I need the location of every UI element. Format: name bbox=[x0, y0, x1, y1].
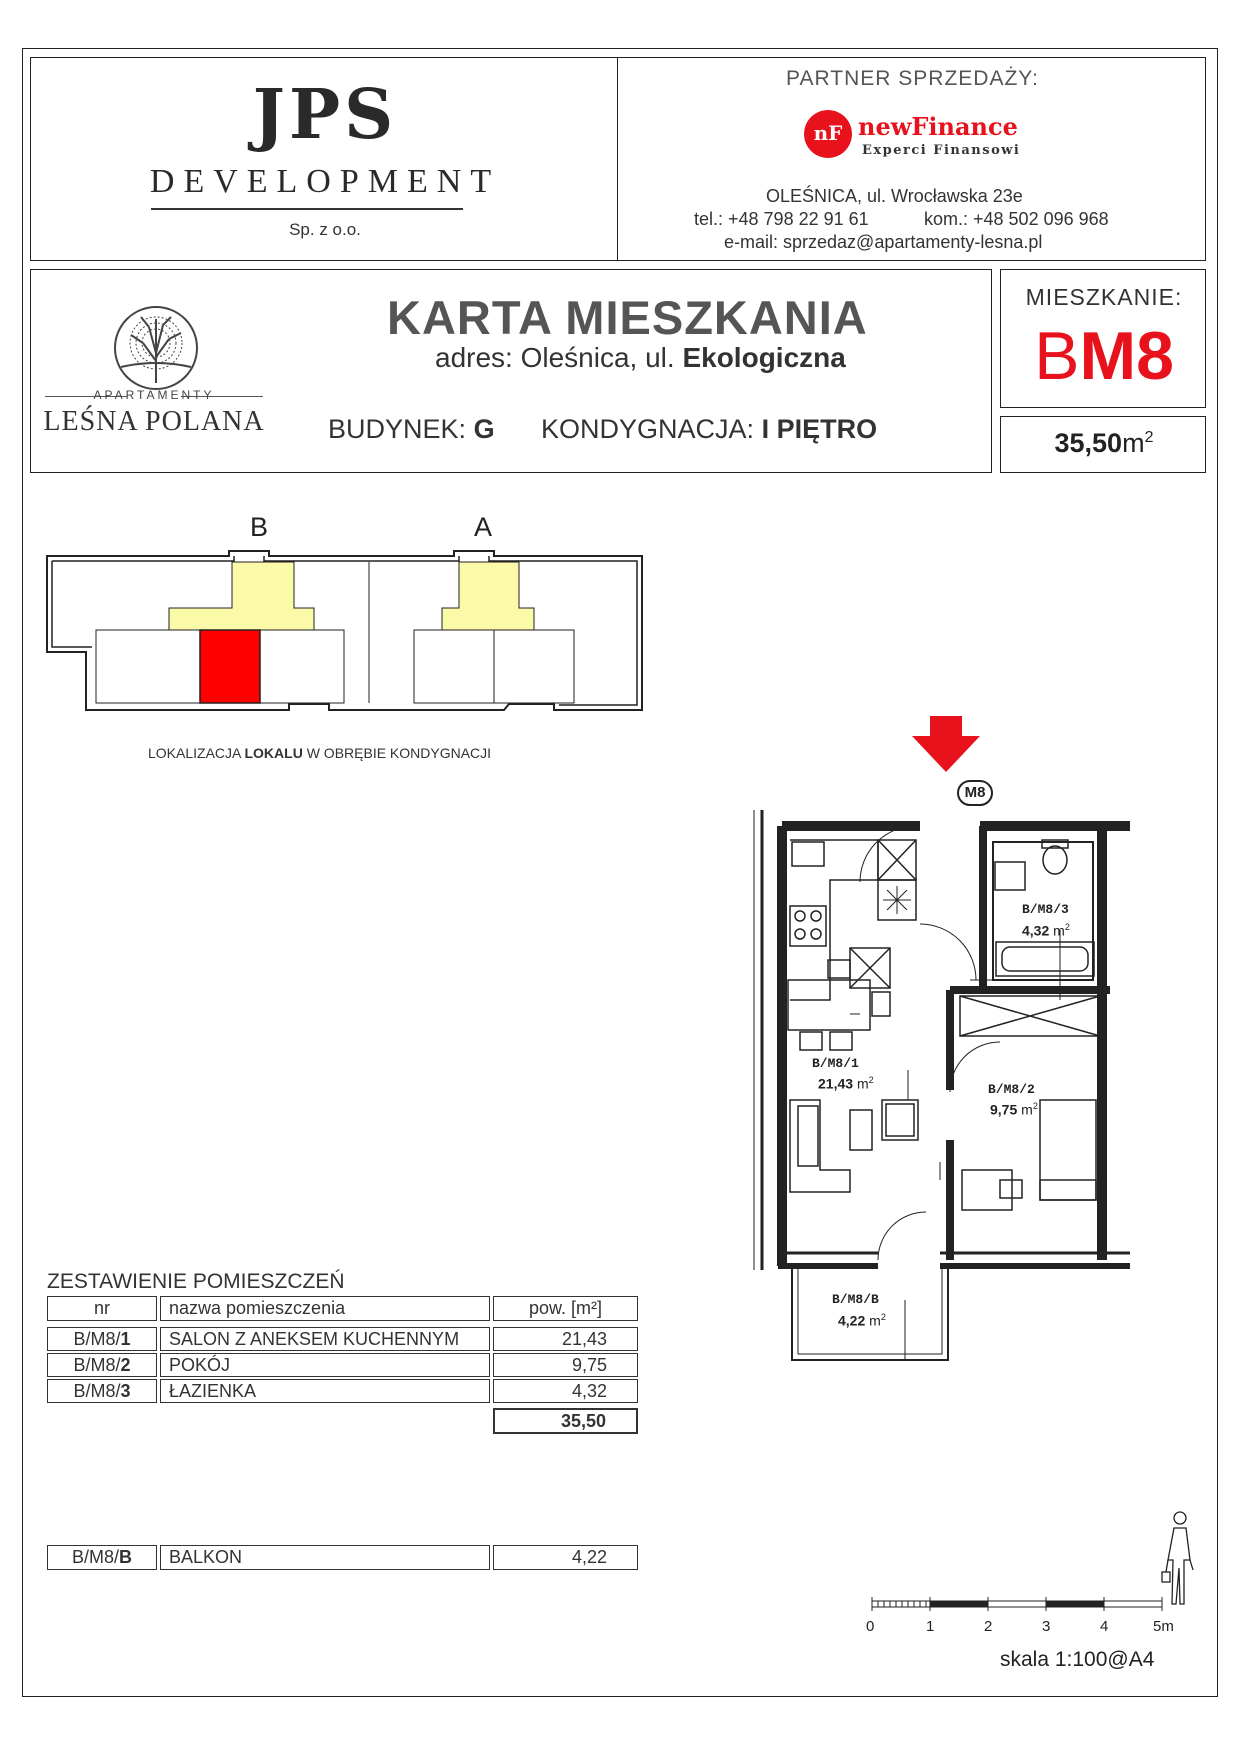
key-plan-stair-a bbox=[442, 562, 534, 630]
summary-total: 35,50 bbox=[493, 1408, 638, 1434]
apartment-area-value: 35,50 bbox=[1054, 428, 1123, 458]
apartment-area-box bbox=[1000, 416, 1206, 473]
developer-box bbox=[30, 57, 618, 261]
floor-plan bbox=[750, 800, 1130, 1370]
scale-label: skala 1:100@A4 bbox=[1000, 1648, 1155, 1671]
plan-room-3-code: B/M8/3 bbox=[1022, 902, 1069, 917]
entry-arrow-icon bbox=[910, 716, 982, 774]
key-plan bbox=[44, 548, 646, 714]
summary-header-area: pow. [m²] bbox=[493, 1296, 638, 1321]
card-box bbox=[30, 269, 992, 473]
partner-box bbox=[617, 57, 1206, 261]
summary-heading: ZESTAWIENIE POMIESZCZEŃ bbox=[47, 1270, 345, 1293]
apartment-area-exp: 2 bbox=[1144, 429, 1154, 446]
scale-tick-4: 4 bbox=[1100, 1618, 1109, 1635]
developer-logo-line: DEVELOPMENT bbox=[149, 163, 501, 200]
scale-tick-0: 0 bbox=[866, 1618, 875, 1635]
newfinance-logo-name: newFinance bbox=[858, 112, 1018, 141]
floor-value: I PIĘTRO bbox=[761, 414, 878, 444]
partner-email[interactable]: e-mail: sprzedaz@apartamenty-lesna.pl bbox=[724, 232, 1043, 252]
newfinance-logo-tagline: Experci Finansowi bbox=[862, 143, 1021, 158]
apartment-code-box bbox=[1000, 269, 1206, 408]
entry-tag: M8 bbox=[957, 780, 993, 806]
key-plan-caption: LOKALIZACJA LOKALU W OBRĘBIE KONDYGNACJI bbox=[148, 745, 492, 761]
newfinance-logo-mark: nF bbox=[804, 110, 852, 158]
human-figure-icon bbox=[1160, 1510, 1200, 1608]
partner-kom: kom.: +48 502 096 968 bbox=[924, 209, 1109, 229]
project-small: APARTAMENTY bbox=[93, 388, 215, 402]
summary-header-name: nazwa pomieszczenia bbox=[160, 1296, 490, 1321]
plan-room-2-area: 9,75 $m^2$ bbox=[990, 1101, 1038, 1118]
card-address-prefix: adres: Oleśnica, ul. bbox=[435, 342, 675, 373]
scale-tick-2: 2 bbox=[984, 1618, 993, 1635]
partner-tel: tel.: +48 798 22 91 61 bbox=[694, 209, 869, 229]
plan-room-3-area: 4,32 $m^2$ bbox=[1022, 922, 1070, 939]
key-plan-stair-b bbox=[169, 562, 314, 630]
apartment-area bbox=[1001, 428, 1207, 459]
plan-room-1-code: B/M8/1 bbox=[812, 1056, 859, 1071]
key-plan-highlight bbox=[200, 630, 260, 703]
apartment-label: MIESZKANIE: bbox=[1025, 284, 1183, 310]
summary-header-nr: nr bbox=[47, 1296, 157, 1321]
plan-room-2-code: B/M8/2 bbox=[988, 1082, 1035, 1097]
plan-balcony-area: 4,22 $m^2$ bbox=[838, 1312, 886, 1329]
plan-room-1-area: 21,43 $m^2$ bbox=[818, 1075, 874, 1092]
building-label: BUDYNEK: bbox=[328, 414, 467, 444]
apartment-number: M8 bbox=[1079, 318, 1174, 394]
developer-suffix: Sp. z o.o. bbox=[289, 220, 361, 239]
developer-logo-jps: JPS bbox=[252, 75, 398, 155]
apartment-code bbox=[1001, 316, 1207, 396]
floor-info bbox=[541, 414, 877, 445]
apartment-prefix: B bbox=[1034, 318, 1080, 394]
building-value: G bbox=[473, 414, 495, 444]
key-plan-label-a: A bbox=[474, 512, 493, 542]
floor-label: KONDYGNACJA: bbox=[541, 414, 755, 444]
apartment-area-unit: m bbox=[1122, 428, 1145, 458]
developer-rule bbox=[151, 208, 463, 210]
scale-tick-1: 1 bbox=[926, 1618, 935, 1635]
partner-heading: PARTNER SPRZEDAŻY: bbox=[786, 67, 1039, 90]
card-address bbox=[435, 342, 846, 374]
partner-address: OLEŚNICA, ul. Wrocławska 23e bbox=[766, 186, 1023, 206]
project-name: LEŚNA POLANA bbox=[43, 406, 265, 437]
card-title: KARTA MIESZKANIA bbox=[387, 291, 868, 344]
scale-tick-5: 5m bbox=[1153, 1618, 1174, 1635]
scale-bar bbox=[870, 1597, 1170, 1613]
scale-tick-3: 3 bbox=[1042, 1618, 1051, 1635]
plan-balcony-code: B/M8/B bbox=[832, 1292, 879, 1307]
key-plan-label-b: B bbox=[250, 512, 269, 542]
tree-logo-icon bbox=[113, 305, 199, 391]
building-info bbox=[328, 414, 495, 445]
card-address-street: Ekologiczna bbox=[682, 342, 846, 373]
